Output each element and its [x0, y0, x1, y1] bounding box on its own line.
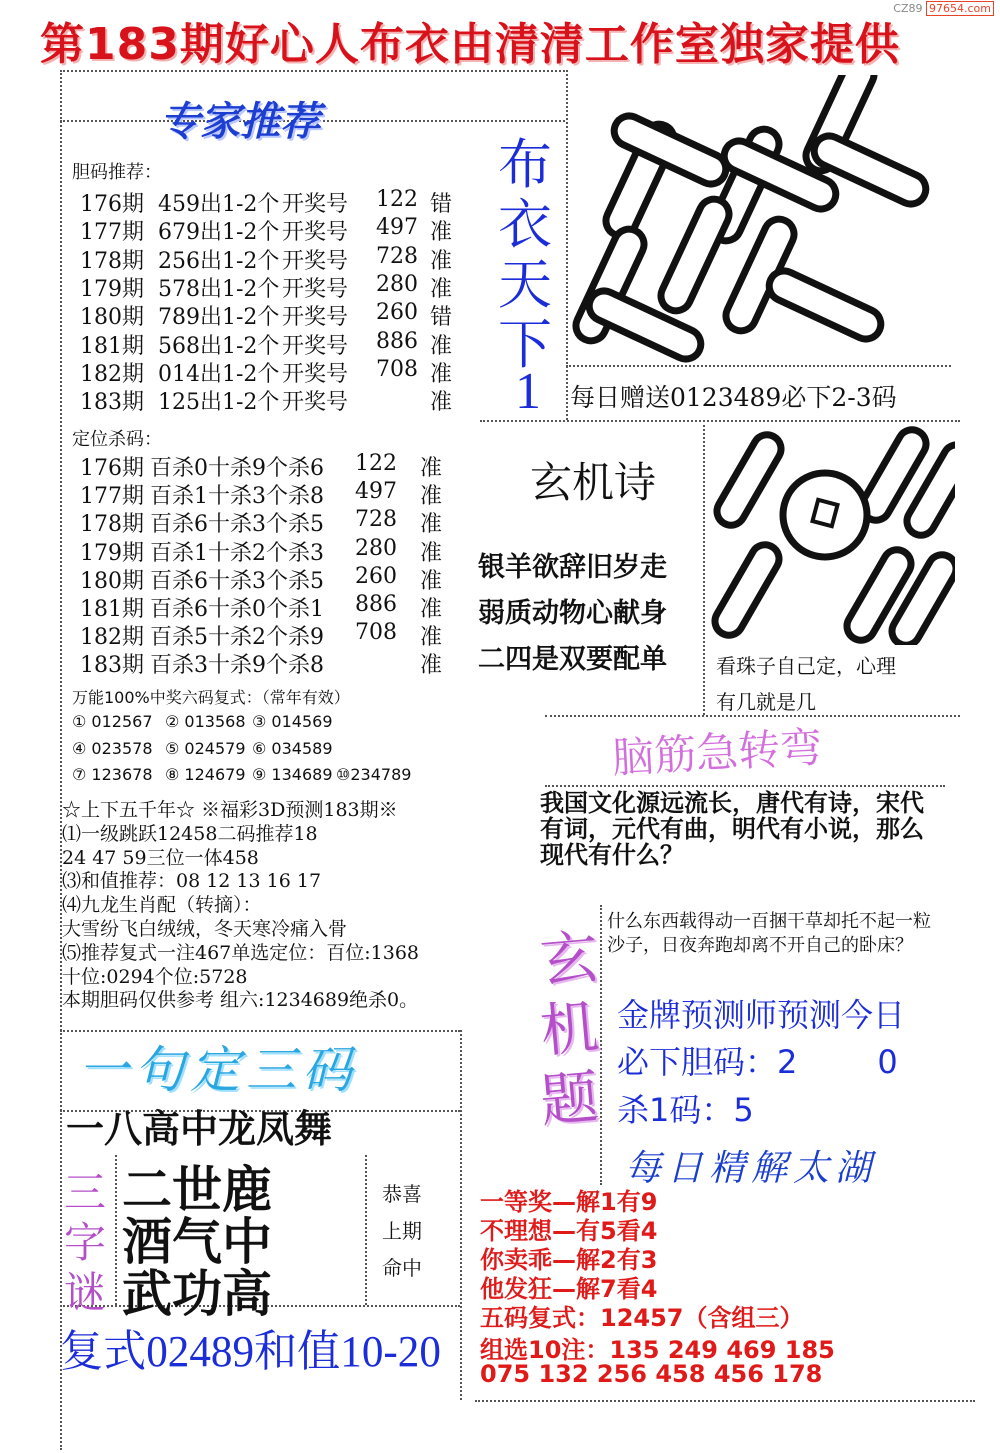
- budao-number: 1: [515, 363, 541, 420]
- dan-cell: 错: [430, 192, 453, 217]
- kill-cell: 准: [420, 653, 443, 679]
- watermark-site-a: CZ89: [893, 2, 923, 15]
- poem-line: 银羊欲辞旧岁走: [478, 552, 667, 583]
- dan-cell: 准: [430, 220, 453, 246]
- kill-cell: 708: [355, 620, 397, 646]
- dan-cell: 180期: [80, 305, 144, 331]
- forecast-line: ⑴一级跳跃12458二码推荐18: [62, 822, 318, 845]
- taihu-title: 每日精解太湖: [625, 1148, 878, 1189]
- forecast-line: 本期胆码仅供参考 组六:1234689绝杀0。: [62, 989, 419, 1012]
- gold-dan-b: 0: [877, 1043, 898, 1081]
- dan-cell: 183期: [80, 390, 144, 416]
- dan-cell: 开奖号: [282, 192, 349, 217]
- dan-cell: 176期: [80, 192, 144, 217]
- dan-cell: 789出1-2个: [158, 305, 280, 331]
- dan-label: 胆码推荐：: [72, 162, 162, 183]
- riddle-line: 二世鹿: [122, 1160, 272, 1219]
- gift-text: 每日赠送0123489必下2-3码: [570, 383, 897, 412]
- taihu-group-values-1: 135 249 469 185: [609, 1336, 835, 1364]
- dan-cell: 256出1-2个: [158, 248, 280, 274]
- one-sentence-phrase: 一八高中龙凤舞: [66, 1107, 333, 1151]
- dan-cell: 125出1-2个: [158, 390, 280, 416]
- forecast-line: 十位:0294个位:5728: [62, 965, 248, 988]
- dan-cell: 开奖号: [282, 220, 349, 246]
- forecast-line: ☆上下五千年☆ ※福彩3D预测183期※: [62, 799, 398, 821]
- dan-cell: 准: [430, 248, 453, 274]
- kill-cell: 177期: [80, 484, 144, 510]
- kill-cell: 百杀1十杀3个杀8: [150, 484, 324, 510]
- dan-cell: 568出1-2个: [158, 333, 280, 359]
- riddle-note-line: 恭喜: [382, 1182, 422, 1206]
- fushi-text: 复式02489和值10-20: [60, 1327, 441, 1376]
- budao-char: 衣: [498, 193, 552, 256]
- kill-cell: 728: [355, 507, 397, 533]
- kill-cell: 百杀5十杀2个杀9: [150, 625, 324, 651]
- dan-cell: 准: [430, 276, 453, 302]
- dan-cell: 679出1-2个: [158, 220, 280, 246]
- dan-cell: 开奖号: [282, 361, 349, 387]
- kill-cell: 122: [355, 451, 397, 476]
- xuanji-ti-char: 玄: [537, 922, 602, 996]
- dan-cell: 578出1-2个: [158, 276, 280, 302]
- forecast-line: 24 47 59三位一体458: [62, 846, 259, 869]
- divider: [60, 70, 565, 72]
- dan-cell: 准: [430, 333, 453, 359]
- budao-char: 下: [498, 313, 552, 376]
- xuanji-ti-char: 题: [537, 1062, 602, 1136]
- kill-cell: 准: [420, 456, 443, 481]
- budao-char: 布: [498, 133, 552, 196]
- kill-cell: 280: [355, 535, 397, 561]
- universal-cell: ① 012567: [72, 712, 153, 731]
- kill-cell: 181期: [80, 597, 144, 622]
- kill-cell: 百杀6十杀3个杀5: [150, 568, 324, 594]
- divider: [60, 70, 62, 1450]
- riddle-note-line: 上期: [382, 1219, 422, 1243]
- forecast-line: ⑷九龙生肖配（转摘）：: [62, 894, 262, 917]
- brain-title: 脑筋急转弯: [610, 722, 824, 783]
- poem-line: 二四是双要配单: [478, 644, 667, 675]
- dan-cell: 182期: [80, 361, 144, 387]
- kill-cell: 百杀6十杀3个杀5: [150, 512, 324, 538]
- gold-line1: 金牌预测师预测今日: [617, 996, 906, 1034]
- gold-line3: 杀1码：5: [617, 1091, 754, 1129]
- kill-cell: 497: [355, 479, 397, 505]
- divider: [460, 1030, 462, 1400]
- dan-cell: 开奖号: [282, 248, 349, 274]
- dan-cell: 886: [376, 328, 418, 354]
- dan-cell: 122: [376, 187, 418, 212]
- watermark-site-b: 97654.com: [926, 1, 994, 16]
- divider: [600, 905, 602, 1185]
- kill-cell: 183期: [80, 653, 144, 679]
- dan-cell: 497: [376, 215, 418, 241]
- dan-cell: 178期: [80, 248, 144, 274]
- gold-dan-a: 2: [777, 1043, 798, 1081]
- taihu-line: 不理想—有5看4: [480, 1217, 658, 1245]
- expert-title: 专家推荐: [160, 99, 320, 145]
- divider: [566, 365, 951, 367]
- poem-line: 弱质动物心献身: [478, 598, 667, 629]
- kill-cell: 准: [420, 568, 443, 594]
- dan-cell: 181期: [80, 333, 144, 359]
- divider: [545, 715, 960, 717]
- universal-cell: ③ 014569: [252, 712, 333, 731]
- taihu-line: 一等奖—解1有9: [480, 1188, 658, 1216]
- kill-cell: 准: [420, 512, 443, 538]
- universal-cell: ⑩234789: [336, 765, 412, 784]
- riddle-note-line: 命中: [382, 1256, 422, 1280]
- divider: [475, 1400, 975, 1402]
- budao-char: 天: [498, 253, 552, 316]
- taihu-group-label: 组选10注：: [480, 1336, 610, 1364]
- forecast-line: ⑶和值推荐：08 12 13 16 17: [62, 870, 322, 893]
- dan-cell: 708: [376, 356, 418, 382]
- kill-cell: 182期: [80, 625, 144, 651]
- dan-cell: 准: [430, 361, 453, 387]
- riddle-line: 武功高: [122, 1264, 272, 1323]
- xuanji-ti-char: 机: [537, 992, 602, 1066]
- gold-line2-label: 必下胆码：: [617, 1043, 778, 1081]
- divider: [545, 785, 945, 787]
- kill-cell: 百杀0十杀9个杀6: [150, 456, 324, 481]
- riddle-line: 酒气中: [122, 1212, 272, 1271]
- universal-cell: ⑨ 134689: [252, 765, 333, 784]
- universal-cell: ④ 023578: [72, 738, 153, 758]
- page-title: 第183期好心人布衣由清清工作室独家提供: [40, 19, 900, 70]
- universal-cell: ⑤ 024579: [165, 738, 246, 758]
- divider: [115, 1155, 117, 1305]
- dan-cell: 开奖号: [282, 276, 349, 302]
- universal-cell: ⑦ 123678: [72, 765, 153, 784]
- dan-cell: 177期: [80, 220, 144, 246]
- kill-cell: 886: [355, 592, 397, 617]
- divider: [566, 70, 568, 420]
- forecast-line: 大雪纷飞白绒绒，冬天寒冷痛入骨: [62, 918, 348, 940]
- dan-cell: 728: [376, 243, 418, 269]
- divider: [365, 1155, 367, 1305]
- kill-cell: 准: [420, 625, 443, 651]
- kill-cell: 准: [420, 484, 443, 510]
- beads-caption-2: 有几就是几: [716, 690, 816, 714]
- kill-cell: 176期: [80, 456, 144, 481]
- number-drawing-02: [570, 75, 950, 365]
- kill-cell: 百杀6十杀0个杀1: [150, 597, 324, 622]
- dan-cell: 260: [376, 300, 418, 326]
- dan-cell: 错: [430, 305, 453, 331]
- kill-cell: 百杀1十杀2个杀3: [150, 540, 324, 566]
- taihu-five-code: 五码复式：12457（含组三）: [480, 1304, 804, 1332]
- brain-question: 我国文化源远流长，唐代有诗，宋代有词，元代有曲，明代有小说，那么现代有什么？: [540, 789, 924, 869]
- gold-line2: [617, 1037, 898, 1083]
- one-sentence-title: 一句定三码: [78, 1041, 358, 1099]
- taihu-line: 他发狂—解7看4: [480, 1275, 658, 1303]
- dan-cell: 459出1-2个: [158, 192, 280, 217]
- universal-cell: ② 013568: [165, 712, 246, 731]
- beads-caption-1: 看珠子自己定，心理: [716, 654, 896, 678]
- xuanji-ti-question: 什么东西载得动一百捆干草却托不起一粒沙子，日夜奔跑却离不开自己的卧床？: [607, 911, 931, 956]
- taihu-line: 你卖乖—解2有3: [480, 1246, 658, 1274]
- dan-cell: 014出1-2个: [158, 361, 280, 387]
- site-watermark: [893, 2, 994, 15]
- universal-label: 万能100%中奖六码复式：（常年有效）: [72, 688, 350, 707]
- dan-cell: 准: [430, 390, 453, 416]
- kill-cell: 百杀3十杀9个杀8: [150, 653, 324, 679]
- dan-cell: 280: [376, 271, 418, 297]
- kill-label: 定位杀码：: [72, 429, 162, 450]
- dan-cell: 179期: [80, 276, 144, 302]
- riddle-side-char: 三: [64, 1168, 107, 1217]
- poem-title: 玄机诗: [530, 458, 657, 507]
- riddle-side-char: 谜: [64, 1268, 107, 1317]
- riddle-side-char: 字: [64, 1218, 107, 1267]
- kill-cell: 180期: [80, 568, 144, 594]
- universal-cell: ⑥ 034589: [252, 738, 333, 758]
- kill-cell: 260: [355, 563, 397, 589]
- kill-cell: 准: [420, 540, 443, 566]
- dan-cell: 开奖号: [282, 390, 349, 416]
- universal-cell: ⑧ 124679: [165, 765, 246, 784]
- dan-cell: 开奖号: [282, 305, 349, 331]
- forecast-line: ⑸推荐复式一注467单选定位：百位:1368: [62, 941, 420, 964]
- beads-drawing: [705, 420, 955, 645]
- dan-cell: 开奖号: [282, 333, 349, 359]
- kill-cell: 179期: [80, 540, 144, 566]
- kill-cell: 准: [420, 597, 443, 622]
- kill-cell: 178期: [80, 512, 144, 538]
- taihu-group-row2: 075 132 256 458 456 178: [480, 1360, 823, 1388]
